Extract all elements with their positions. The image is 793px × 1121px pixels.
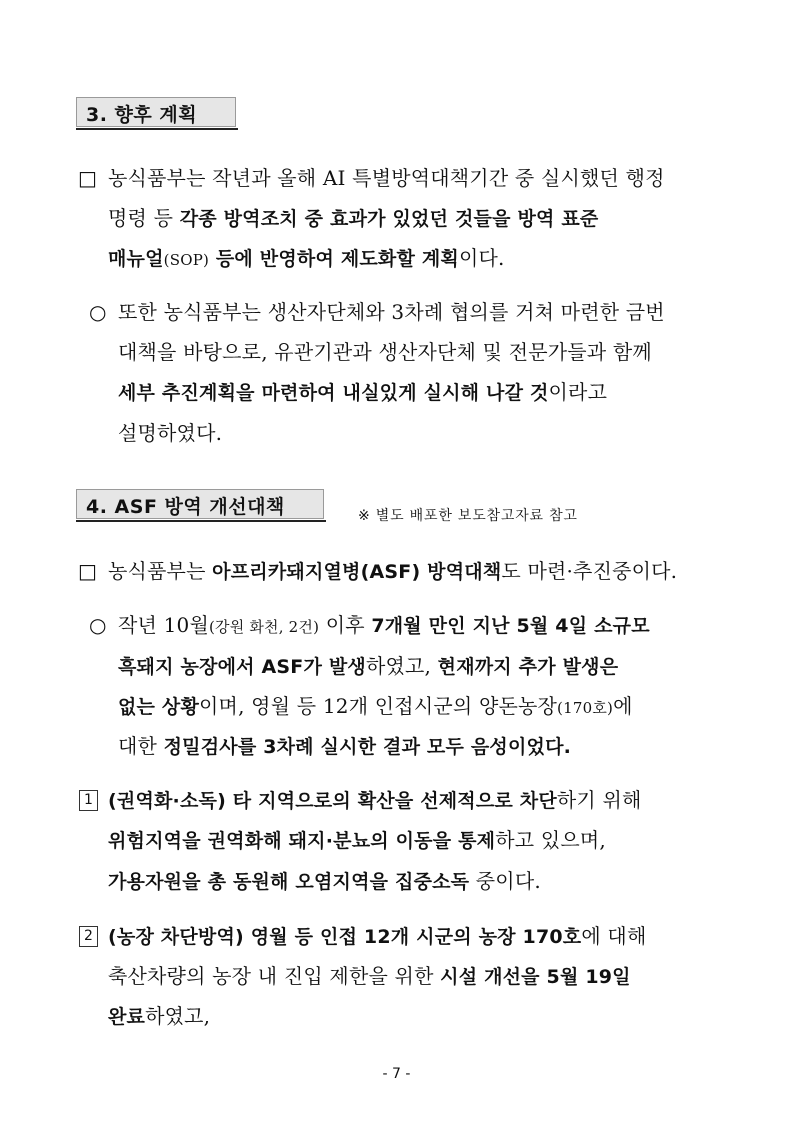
section-4-header	[76, 489, 326, 523]
text-normal: 작년 10월	[118, 613, 209, 637]
text-normal: 이후	[319, 613, 372, 637]
text-normal: 중이다.	[469, 869, 541, 893]
text-bold: 완료	[108, 1006, 146, 1028]
point-1-number-box: 1	[79, 790, 98, 811]
text-bold: 아프리카돼지열병(ASF) 방역대책	[212, 561, 502, 583]
section-4-underline	[76, 520, 326, 522]
section-3-item-2-line-1: 또한 농식품부는 생산자단체와 3차례 협의를 거쳐 마련한 금번	[118, 300, 665, 324]
section-4-item-1-marker: □	[78, 559, 97, 583]
point-1-line-2	[108, 827, 606, 854]
point-2-line-1	[108, 923, 646, 950]
text-normal: 하였고,	[145, 1004, 211, 1028]
section-4-title: 4. ASF 방역 개선대책	[86, 496, 285, 518]
text-bold: (농장 차단방역) 영월 등 인접 12개 시군의 농장 170호	[108, 926, 582, 948]
section-3-item-1-marker: □	[78, 166, 97, 190]
text-normal: 하고 있으며,	[495, 828, 606, 852]
text-bold: 가용자원을 총 동원해 오염지역을 집중소독	[108, 871, 470, 893]
section-4-item-2-line-4	[118, 733, 571, 760]
text-normal: 축산차량의 농장 내 진입 제한을 위한	[108, 964, 441, 988]
text-normal: 이라고	[548, 380, 608, 404]
text-normal: 에	[613, 694, 633, 718]
point-2-line-2	[108, 963, 631, 990]
section-4-reference-note: ※ 별도 배포한 보도참고자료 참고	[358, 508, 578, 524]
text-normal: 에 대해	[581, 924, 647, 948]
text-small: (강원 화천, 2건)	[208, 618, 320, 636]
point-1-line-1	[108, 787, 642, 814]
text-bold: 등에 반영하여 제도화할 계획	[209, 248, 459, 270]
section-4-item-2-line-2	[118, 653, 618, 680]
section-3-item-2-line-3	[118, 379, 607, 406]
text-normal: 명령 등	[108, 206, 180, 230]
text-bold: 시설 개선을 5월 19일	[440, 966, 631, 988]
text-bold: 각종 방역조치 중 효과가 있었던 것들을 방역 표준	[179, 208, 599, 230]
point-2-number-box: 2	[79, 926, 98, 947]
text-bold: 정밀검사를 3차례 실시한 결과 모두 음성이었다.	[163, 736, 572, 758]
text-normal: 하였고,	[365, 654, 438, 678]
text-bold: (권역화·소독) 타 지역으로의 확산을 선제적으로 차단	[108, 790, 557, 812]
text-normal: 이며, 영월 등 12개 인접시군의 양돈농장	[199, 694, 558, 718]
section-3-underline	[76, 128, 238, 130]
text-small: (170호)	[557, 699, 614, 717]
point-1-line-3	[108, 868, 541, 895]
section-3-item-1-line-2	[108, 205, 598, 232]
text-bold: 세부 추진계획을 마련하여 내실있게 실시해 나갈 것	[118, 382, 549, 404]
section-4-item-1-line-1	[108, 558, 677, 585]
section-3-item-1-line-3	[108, 245, 505, 273]
text-bold: 7개월 만인 지난 5월 4일 소규모	[371, 615, 650, 637]
section-3-item-2-marker: ○	[89, 300, 107, 324]
section-3-item-1-line-1: 농식품부는 작년과 올해 AI 특별방역대책기간 중 실시했던 행정	[108, 166, 665, 190]
point-2-line-3	[108, 1003, 210, 1030]
text-normal: 농식품부는	[108, 559, 213, 583]
section-4-item-2-line-3	[118, 693, 633, 721]
text-normal: 이다.	[458, 246, 505, 270]
section-4-item-2-line-1	[118, 612, 650, 640]
text-bold: 현재까지 추가 발생은	[437, 656, 619, 678]
section-3-header	[76, 97, 238, 131]
text-bold: 매뉴얼	[108, 248, 164, 270]
section-3-item-2-line-2: 대책을 바탕으로, 유관기관과 생산자단체 및 전문가들과 함께	[118, 340, 652, 364]
text-normal: 도 마련·추진중이다.	[501, 559, 678, 583]
text-normal: 하기 위해	[556, 788, 642, 812]
section-3-item-2-line-4: 설명하였다.	[118, 421, 223, 445]
page-number: - 7 -	[382, 1066, 411, 1082]
text-bold: 위험지역을 권역화해 돼지·분뇨의 이동을 통제	[108, 830, 496, 852]
text-small: (SOP)	[163, 251, 210, 269]
section-4-item-2-marker: ○	[89, 613, 107, 637]
text-bold: 흑돼지 농장에서 ASF가 발생	[118, 656, 366, 678]
text-normal: 대한	[118, 734, 164, 758]
section-3-title: 3. 향후 계획	[86, 104, 198, 126]
text-bold: 없는 상황	[118, 696, 200, 718]
